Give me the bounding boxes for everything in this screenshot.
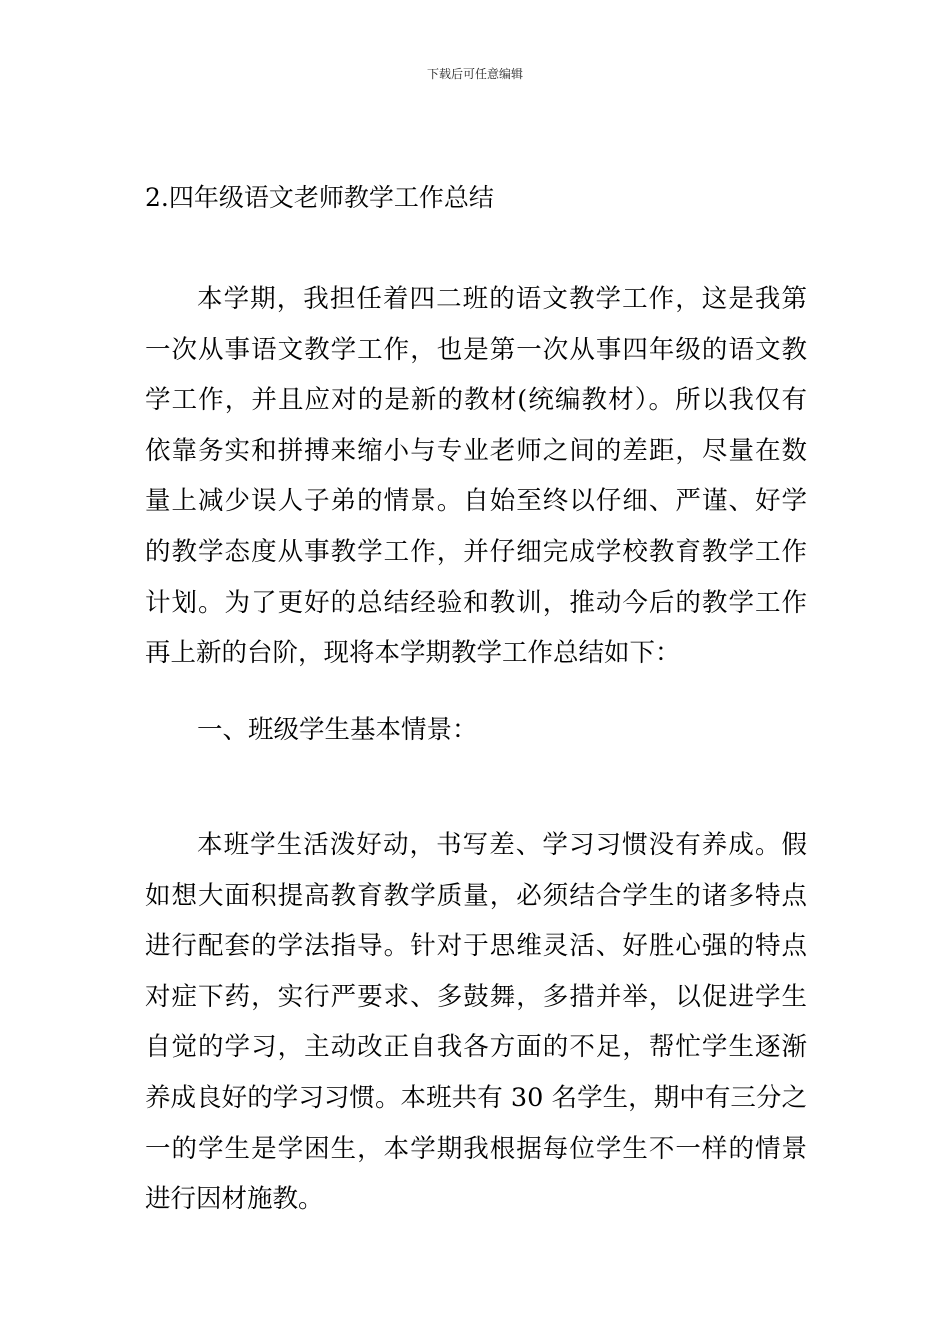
section-heading: 一、班级学生基本情景： (197, 715, 478, 745)
paragraph-line: 一的学生是学困生，本学期我根据每位学生不一样的情景 (145, 1133, 807, 1164)
paragraph-line: 如想大面积提高教育教学质量，必须结合学生的诸多特点 (145, 880, 807, 911)
document-title: 2.四年级语文老师教学工作总结 (145, 183, 494, 212)
paragraph-line: 对症下药，实行严要求、多鼓舞，多措并举，以促进学生 (145, 981, 807, 1012)
paragraph-line: 依靠务实和拼搏来缩小与专业老师之间的差距，尽量在数 (145, 435, 807, 466)
paragraph-line: 本学期，我担任着四二班的语文教学工作，这是我第 (197, 284, 807, 314)
paragraph-line: 进行因材施教。 (145, 1184, 324, 1215)
paragraph-line: 量上减少误人子弟的情景。自始至终以仔细、严谨、好学 (145, 486, 807, 517)
paragraph-line: 再上新的台阶，现将本学期教学工作总结如下： (145, 638, 681, 669)
paragraph-line: 养成良好的学习习惯。本班共有 30 名学生，期中有三分之 (145, 1082, 807, 1113)
paragraph-line: 进行配套的学法指导。针对于思维灵活、好胜心强的特点 (145, 931, 807, 962)
intro-paragraph (145, 274, 807, 679)
paragraph-line: 自觉的学习，主动改正自我各方面的不足，帮忙学生逐渐 (145, 1032, 807, 1063)
paragraph-line: 计划。为了更好的总结经验和教训，推动今后的教学工作 (145, 587, 807, 618)
paragraph-line: 一次从事语文教学工作，也是第一次从事四年级的语文教 (145, 334, 807, 365)
paragraph-line: 本班学生活泼好动，书写差、学习习惯没有养成。假 (197, 830, 807, 860)
paragraph-line: 的教学态度从事教学工作，并仔细完成学校教育教学工作 (145, 536, 807, 567)
section-paragraph (145, 820, 807, 1225)
paragraph-line: 学工作，并且应对的是新的教材(统编教材）。所以我仅有 (145, 385, 807, 416)
header-note: 下载后可任意编辑 (426, 67, 523, 81)
